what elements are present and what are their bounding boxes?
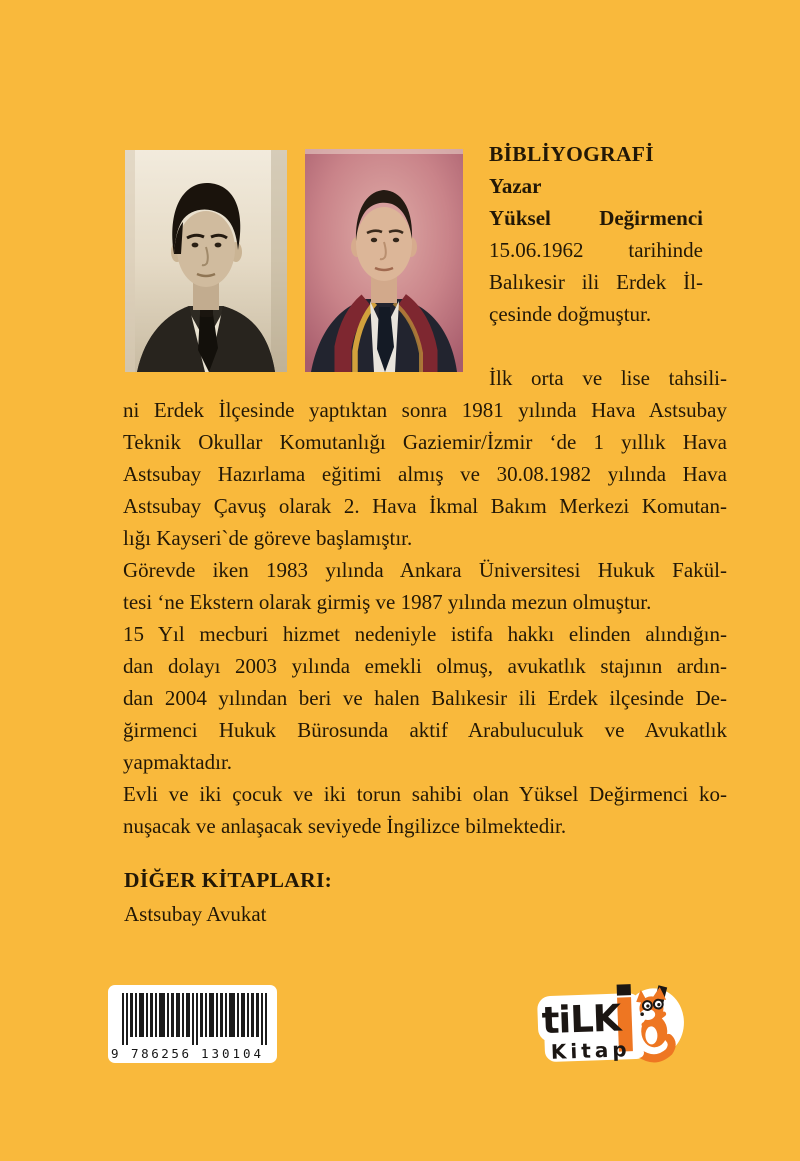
- barcode-digits-group2: 130104: [201, 1046, 261, 1061]
- barcode-digits-group1: 786256: [131, 1046, 189, 1061]
- publisher-logo: [536, 982, 686, 1073]
- bio-line: dan dolayı 2003 yılında emekli olmuş, avukatlık stajının ardın-: [123, 654, 727, 678]
- bio-line: Görevde iken 1983 yılında Ankara Üniversitesi Hukuk Fakül-: [123, 558, 727, 582]
- bio-line: ni Erdek İlçesinde yaptıktan sonra 1981 yılında Hava Astsubay: [123, 398, 727, 422]
- logo-text-tilk: tiLK: [541, 996, 622, 1043]
- isbn-barcode: [108, 985, 277, 1068]
- birth-line: Balıkesir ili Erdek İl-: [489, 270, 703, 294]
- bio-line: yapmaktadır.: [123, 750, 233, 774]
- bio-line: tesi ‘ne Ekstern olarak girmiş ve 1987 yılında mezun olmuştur.: [123, 590, 652, 614]
- bio-line: Astsubay Hazırlama eğitimi almış ve 30.08.1982 yılında Hava: [123, 462, 727, 486]
- portrait-photo-bw: [125, 150, 287, 372]
- author-label: Yazar: [489, 174, 542, 198]
- bio-line: 15 Yıl mecburi hizmet nedeniyle istifa hakkı elinden alındığın-: [123, 622, 727, 646]
- other-book-item: Astsubay Avukat: [124, 902, 267, 926]
- barcode-digit-left: 9: [111, 1046, 119, 1061]
- bio-line: lığı Kayseri`de göreve başlamıştır.: [123, 526, 413, 550]
- biography-text: [123, 394, 727, 842]
- bio-line: dan 2004 yılından beri ve halen Balıkesir ili Erdek ilçesinde De-: [123, 686, 727, 710]
- bibliography-title: BİBLİYOGRAFİ: [489, 142, 654, 166]
- logo-text-kitap: Kitap: [550, 1037, 632, 1064]
- birth-line: çesinde doğmuştur.: [489, 302, 652, 326]
- other-books-title: DİĞER KİTAPLARI:: [124, 868, 333, 892]
- bio-line: Evli ve iki çocuk ve iki torun sahibi olan Yüksel Değirmenci ko-: [123, 782, 727, 806]
- bibliography-section: [489, 138, 727, 394]
- portrait-photo-color: [305, 149, 463, 372]
- logo-i-dot: [617, 984, 631, 995]
- other-books-section: [124, 863, 624, 931]
- bio-first-line: İlk orta ve lise tahsili-: [489, 366, 727, 390]
- bio-line: nuşacak ve anlaşacak seviyede İngilizce bilmektedir.: [123, 814, 567, 838]
- birth-line: 15.06.1962 tarihinde: [489, 238, 703, 262]
- portrait-photo-bw-image: [125, 150, 287, 372]
- bio-line: Astsubay Çavuş olarak 2. Hava İkmal Bakım Merkezi Komutan-: [123, 494, 727, 518]
- fox-publisher-logo-icon: [536, 982, 686, 1068]
- bio-line: ğirmenci Hukuk Bürosunda aktif Arabuluculuk ve Avukatlık: [123, 718, 727, 742]
- author-name: Yüksel Değirmenci: [489, 206, 703, 230]
- bio-line: Teknik Okullar Komutanlığı Gaziemir/İzmir ‘de 1 yıllık Hava: [123, 430, 727, 454]
- portrait-photo-color-image: [305, 149, 463, 372]
- barcode-image: [108, 985, 277, 1063]
